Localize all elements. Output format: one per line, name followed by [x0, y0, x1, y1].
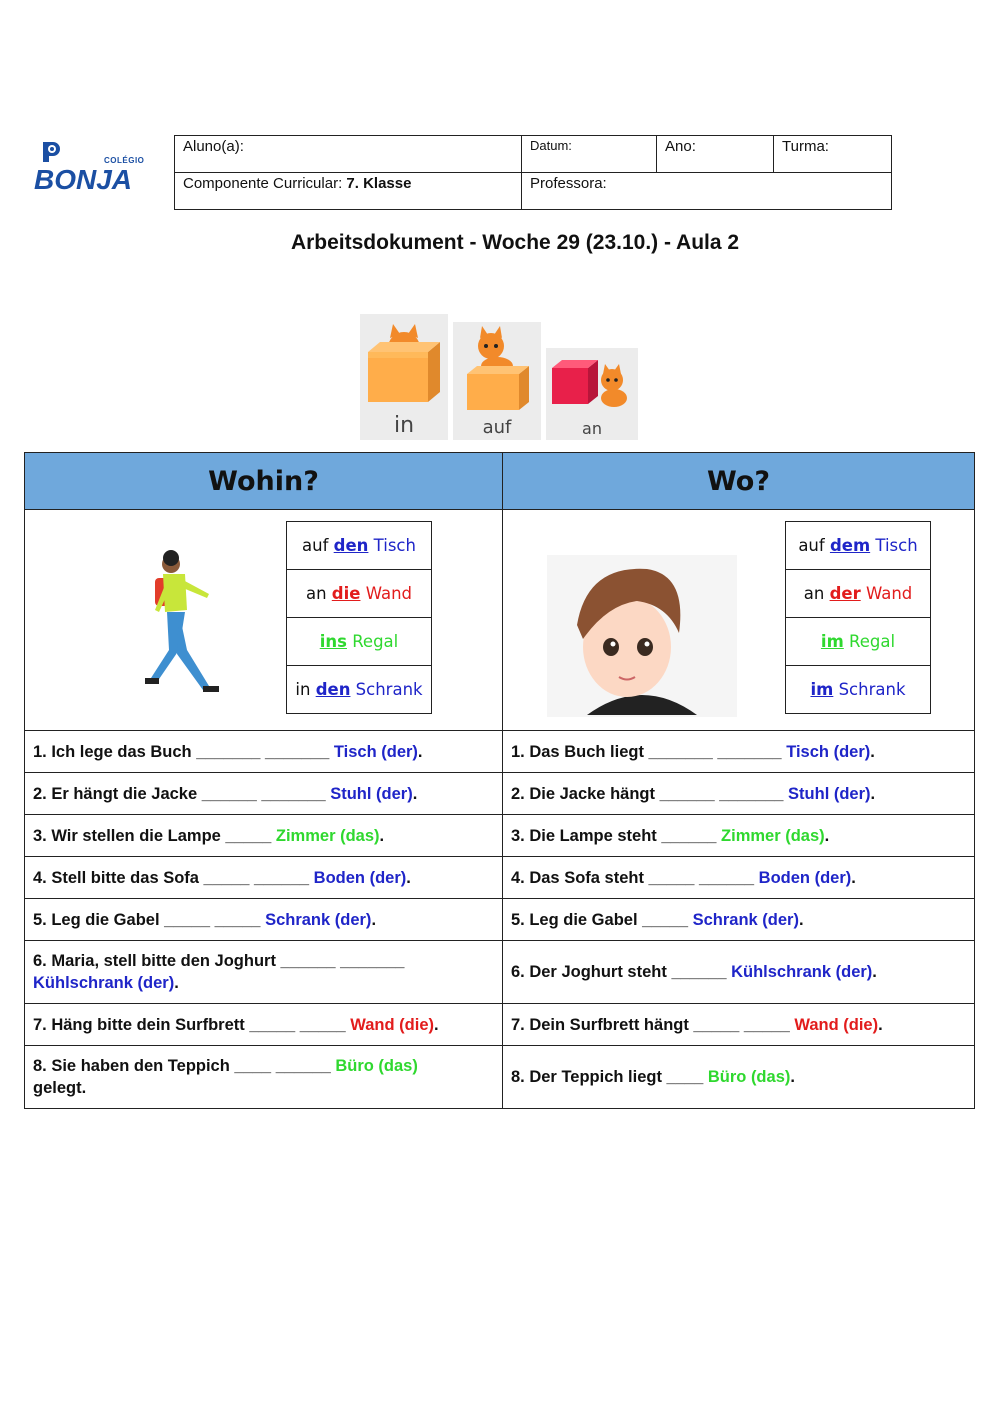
exercise-row — [25, 731, 975, 773]
wo-exercise-4[interactable]: 4. Das Sofa steht _____ ______ Boden (der). — [503, 857, 975, 899]
turma-field[interactable]: Turma: — [774, 136, 892, 173]
wohin-article-box — [286, 521, 432, 714]
prep-label-auf: auf — [482, 417, 512, 438]
logo-big-text: BONJA — [34, 164, 133, 195]
wohin-illustration-cell — [25, 510, 503, 731]
professora-field[interactable]: Professora: — [522, 173, 892, 210]
wo-box-row: im Schrank — [786, 666, 931, 714]
datum-field[interactable]: Datum: — [522, 136, 657, 173]
wohin-box-row: auf den Tisch — [287, 522, 432, 570]
wo-illustration-cell — [503, 510, 975, 731]
exercise-row — [25, 1046, 975, 1109]
school-logo — [34, 136, 144, 200]
cat-on-box-icon — [453, 322, 541, 414]
exercise-table — [24, 452, 975, 1109]
prep-label-an: an — [582, 419, 602, 438]
logo-small-text: COLÉGIO — [104, 156, 145, 165]
wo-exercise-1[interactable]: 1. Das Buch liegt _______ _______ Tisch (der). — [503, 731, 975, 773]
wohin-exercise-4[interactable]: 4. Stell bitte das Sofa _____ ______ Boden (der). — [25, 857, 503, 899]
wohin-exercise-3[interactable]: 3. Wir stellen die Lampe _____ Zimmer (das). — [25, 815, 503, 857]
student-info-table — [174, 135, 892, 210]
wohin-exercise-8[interactable]: 8. Sie haben den Teppich ____ ______ Büro (das) gelegt. — [25, 1046, 503, 1109]
wohin-box-row: ins Regal — [287, 618, 432, 666]
wo-box-row: im Regal — [786, 618, 931, 666]
wohin-exercise-1[interactable]: 1. Ich lege das Buch _______ _______ Tisch (der). — [25, 731, 503, 773]
wohin-exercise-6[interactable]: 6. Maria, stell bitte den Joghurt ______ _______ Kühlschrank (der). — [25, 941, 503, 1004]
exercise-row — [25, 773, 975, 815]
prep-card-an — [546, 348, 638, 440]
logo-mark-icon — [40, 140, 62, 164]
page-title: Arbeitsdokument - Woche 29 (23.10.) - Aula 2 — [290, 231, 740, 254]
wo-exercise-5[interactable]: 5. Leg die Gabel _____ Schrank (der). — [503, 899, 975, 941]
cat-next-to-box-icon — [546, 348, 638, 420]
wohin-box-row: an die Wand — [287, 570, 432, 618]
prep-card-auf — [453, 322, 541, 440]
column-header-wo: Wo? — [503, 453, 975, 510]
wo-exercise-8[interactable]: 8. Der Teppich liegt ____ Büro (das). — [503, 1046, 975, 1109]
wohin-exercise-2[interactable]: 2. Er hängt die Jacke ______ _______ Stuhl (der). — [25, 773, 503, 815]
wo-article-box — [785, 521, 931, 714]
wohin-exercise-5[interactable]: 5. Leg die Gabel _____ _____ Schrank (der). — [25, 899, 503, 941]
wo-exercise-6[interactable]: 6. Der Joghurt steht ______ Kühlschrank (der). — [503, 941, 975, 1004]
exercise-row — [25, 1004, 975, 1046]
wohin-box-row: in den Schrank — [287, 666, 432, 714]
componente-field: Componente Curricular: 7. Klasse — [175, 173, 522, 210]
wohin-exercise-7[interactable]: 7. Häng bitte dein Surfbrett _____ _____ Wand (die). — [25, 1004, 503, 1046]
exercise-row — [25, 899, 975, 941]
prep-card-in — [360, 314, 448, 440]
aluno-field[interactable]: Aluno(a): — [175, 136, 522, 173]
wo-exercise-3[interactable]: 3. Die Lampe steht ______ Zimmer (das). — [503, 815, 975, 857]
walking-boy-icon — [113, 550, 233, 710]
column-header-wohin: Wohin? — [25, 453, 503, 510]
ano-field[interactable]: Ano: — [657, 136, 774, 173]
wo-exercise-2[interactable]: 2. Die Jacke hängt ______ _______ Stuhl (der). — [503, 773, 975, 815]
exercise-row — [25, 857, 975, 899]
prep-label-in: in — [393, 413, 415, 438]
exercise-row — [25, 815, 975, 857]
wo-box-row: an der Wand — [786, 570, 931, 618]
wo-exercise-7[interactable]: 7. Dein Surfbrett hängt _____ _____ Wand (die). — [503, 1004, 975, 1046]
boy-face-icon — [547, 555, 737, 717]
cat-in-box-icon — [360, 314, 448, 414]
wo-box-row: auf dem Tisch — [786, 522, 931, 570]
exercise-row — [25, 941, 975, 1004]
